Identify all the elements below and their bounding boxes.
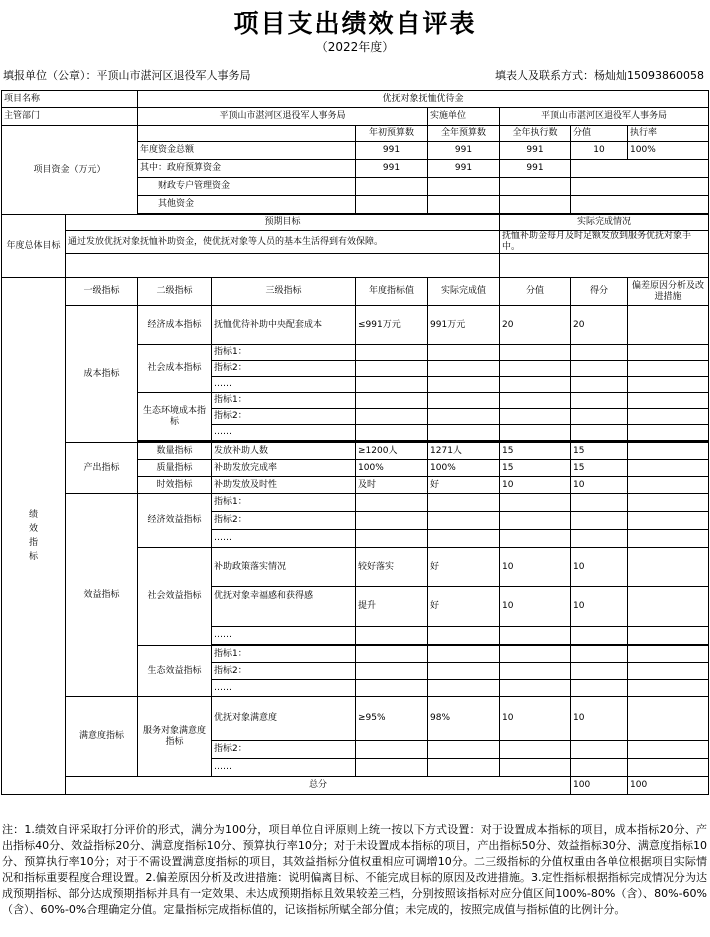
sb1-score: 10 [571,548,628,587]
cost-social: 社会成本指标 [138,345,212,393]
impl-label: 实施单位 [428,108,500,126]
total-label: 总分 [66,777,571,795]
dept-value: 平顶山市湛河区退役军人事务局 [138,108,428,126]
qty-actual: 1271人 [428,443,500,460]
time-score: 10 [571,477,628,494]
sat-actual: 98% [428,697,500,741]
col-score-value: 分值 [571,126,628,142]
cost-social-ind2: 指标2： [212,361,356,377]
qual-value: 15 [500,460,571,477]
time-value: 10 [500,477,571,494]
gov-initial: 991 [356,160,428,178]
gov-exec: 991 [500,160,571,178]
social-benefit: 社会效益指标 [138,548,212,646]
cost-eco: 生态环境成本指标 [138,393,212,441]
eco-benefit-ind2: 指标2： [212,663,356,680]
expected-goal-text: 通过发放优抚对象抚恤补助资金，使优抚对象等人员的基本生活得到有效保障。 [66,231,500,254]
output-indicator: 产出指标 [66,443,138,494]
cost-econ-item: 抚恤优待补助中央配套成本 [212,306,356,345]
sb2-target: 提升 [356,587,428,627]
cost-eco-ind2: 指标2： [212,409,356,425]
time-target: 及时 [356,477,428,494]
total-rate: 100% [628,142,709,160]
footnote: 注：1.绩效自评采取打分评价的形式，满分为100分，项目单位自评原则上统一按以下方式设置：对于设置成本指标的项目，成本指标20分、产出指标40分、效益指标20分、满意度指标10分、预算执行率10分；对于未设置成本指标的项目，产出指标50分、效益指标30分、满意度指标10分、预算执行率10分；对于不需设置满意度指标的项目，其效益指标分值权重相应可调增10分。二三级指标的分值权重由各单位根据项目实际情况和指标重要程度合理设置。2.偏差原因分析及改进措施：说明偏离目标、不能完成目标的原因及改进措施。3.定性指标根据指标完成情况分为达成预期指标、部分达成预期指标并具有一定效果、未达成预期指标且效果较差三档，分别按照该指标对应分值区间100%-80%（含）、80%-60%（含）、60%-0%合理确定分值。定量指标完成指标值的，记该指标所赋全部分值；未完成的，按照完成值与指标值的比例计分。 [2,823,707,916]
econ-benefit-more: …… [212,530,356,548]
goal-label: 年度总体目标 [2,215,66,278]
qual-item: 补助发放完成率 [212,460,356,477]
qty-score: 15 [571,443,628,460]
sb1-target: 较好落实 [356,548,428,587]
row-other-funds: 其他资金 [138,196,356,214]
h-actual: 实际完成值 [428,278,500,306]
econ-benefit-ind2: 指标2： [212,512,356,530]
total-exec: 991 [500,142,571,160]
qty-target: ≥1200人 [356,443,428,460]
impl-value: 平顶山市湛河区退役军人事务局 [500,108,709,126]
cost-econ: 经济成本指标 [138,306,212,345]
qual-target: 100% [356,460,428,477]
page-title: 项目支出绩效自评表 [233,9,477,38]
row-special-funds: 财政专户管理资金 [138,178,356,196]
cost-social-ind1: 指标1： [212,345,356,361]
eco-benefit: 生态效益指标 [138,646,212,697]
sat-target: ≥95% [356,697,428,741]
row-gov-funds: 其中：政府预算资金 [138,160,356,178]
actual-result-label: 实际完成情况 [500,215,709,231]
gov-annual: 991 [428,160,500,178]
satisfaction-sub: 服务对象满意度指标 [138,697,212,777]
satisfaction-indicator: 满意度指标 [66,697,138,777]
econ-benefit: 经济效益指标 [138,494,212,548]
col-annual: 全年预算数 [428,126,500,142]
cost-econ-actual: 991万元 [428,306,500,345]
qty-item: 发放补助人数 [212,443,356,460]
h-deviation: 偏差原因分析及改进措施 [628,278,709,306]
sb2-item: 优抚对象幸福感和获得感 [212,587,356,627]
total-value: 100 [571,777,628,795]
eco-benefit-more: …… [212,680,356,697]
funds-blank-header [138,126,356,142]
eco-benefit-ind1: 指标1： [212,646,356,663]
cost-indicator: 成本指标 [66,306,138,443]
total-initial: 991 [356,142,428,160]
cost-eco-ind1: 指标1： [212,393,356,409]
sat-more: …… [212,759,356,777]
time-item: 补助发放及时性 [212,477,356,494]
h-level2: 二级指标 [138,278,212,306]
sb2-actual: 好 [428,587,500,627]
gov-blank [571,160,709,178]
col-exec-rate: 执行率 [628,126,709,142]
time-actual: 好 [428,477,500,494]
sb2-value: 10 [500,587,571,627]
sat-item: 优抚对象满意度 [212,697,356,741]
sat-score: 10 [571,697,628,741]
cost-social-more: …… [212,377,356,393]
h-score: 得分 [571,278,628,306]
time-indicator: 时效指标 [138,477,212,494]
h-level3: 三级指标 [212,278,356,306]
cost-eco-more: …… [212,425,356,441]
total-annual: 991 [428,142,500,160]
col-initial: 年初预算数 [356,126,428,142]
report-year: （2022年度） [315,40,395,54]
qty-indicator: 数量指标 [138,443,212,460]
cost-econ-score: 20 [571,306,628,345]
dept-label: 主管部门 [2,108,138,126]
econ-benefit-ind1: 指标1： [212,494,356,512]
cost-econ-target: ≤991万元 [356,306,428,345]
sb1-value: 10 [500,548,571,587]
qual-actual: 100% [428,460,500,477]
performance-indicator-label: 绩效指标 [2,278,66,795]
contact-info: 填表人及联系方式：杨灿灿15093860058 [495,69,704,82]
row-total-funds: 年度资金总额 [138,142,356,160]
h-value: 分值 [500,278,571,306]
reporting-unit: 填报单位（公章）：平顶山市湛河区退役军人事务局 [3,69,251,82]
cost-econ-value: 20 [500,306,571,345]
project-name-label: 项目名称 [2,91,138,108]
funds-label: 项目资金（万元） [2,126,138,215]
benefit-indicator: 效益指标 [66,494,138,697]
total-score-value: 10 [571,142,628,160]
sb1-actual: 好 [428,548,500,587]
col-exec: 全年执行数 [500,126,571,142]
total-score: 100 [628,777,709,795]
sat-ind2: 指标2： [212,741,356,759]
qty-value: 15 [500,443,571,460]
qual-score: 15 [571,460,628,477]
evaluation-table [1,90,709,795]
expected-goal-label: 预期目标 [66,215,500,231]
sb2-score: 10 [571,587,628,627]
sb1-item: 补助政策落实情况 [212,548,356,587]
social-benefit-more: …… [212,627,356,645]
h-level1: 一级指标 [66,278,138,306]
qual-indicator: 质量指标 [138,460,212,477]
h-target: 年度指标值 [356,278,428,306]
actual-result-text: 抚恤补助金每月及时足额发放到服务优抚对象手中。 [500,231,709,254]
sat-value: 10 [500,697,571,741]
project-name: 优抚对象抚恤优待金 [138,91,709,108]
